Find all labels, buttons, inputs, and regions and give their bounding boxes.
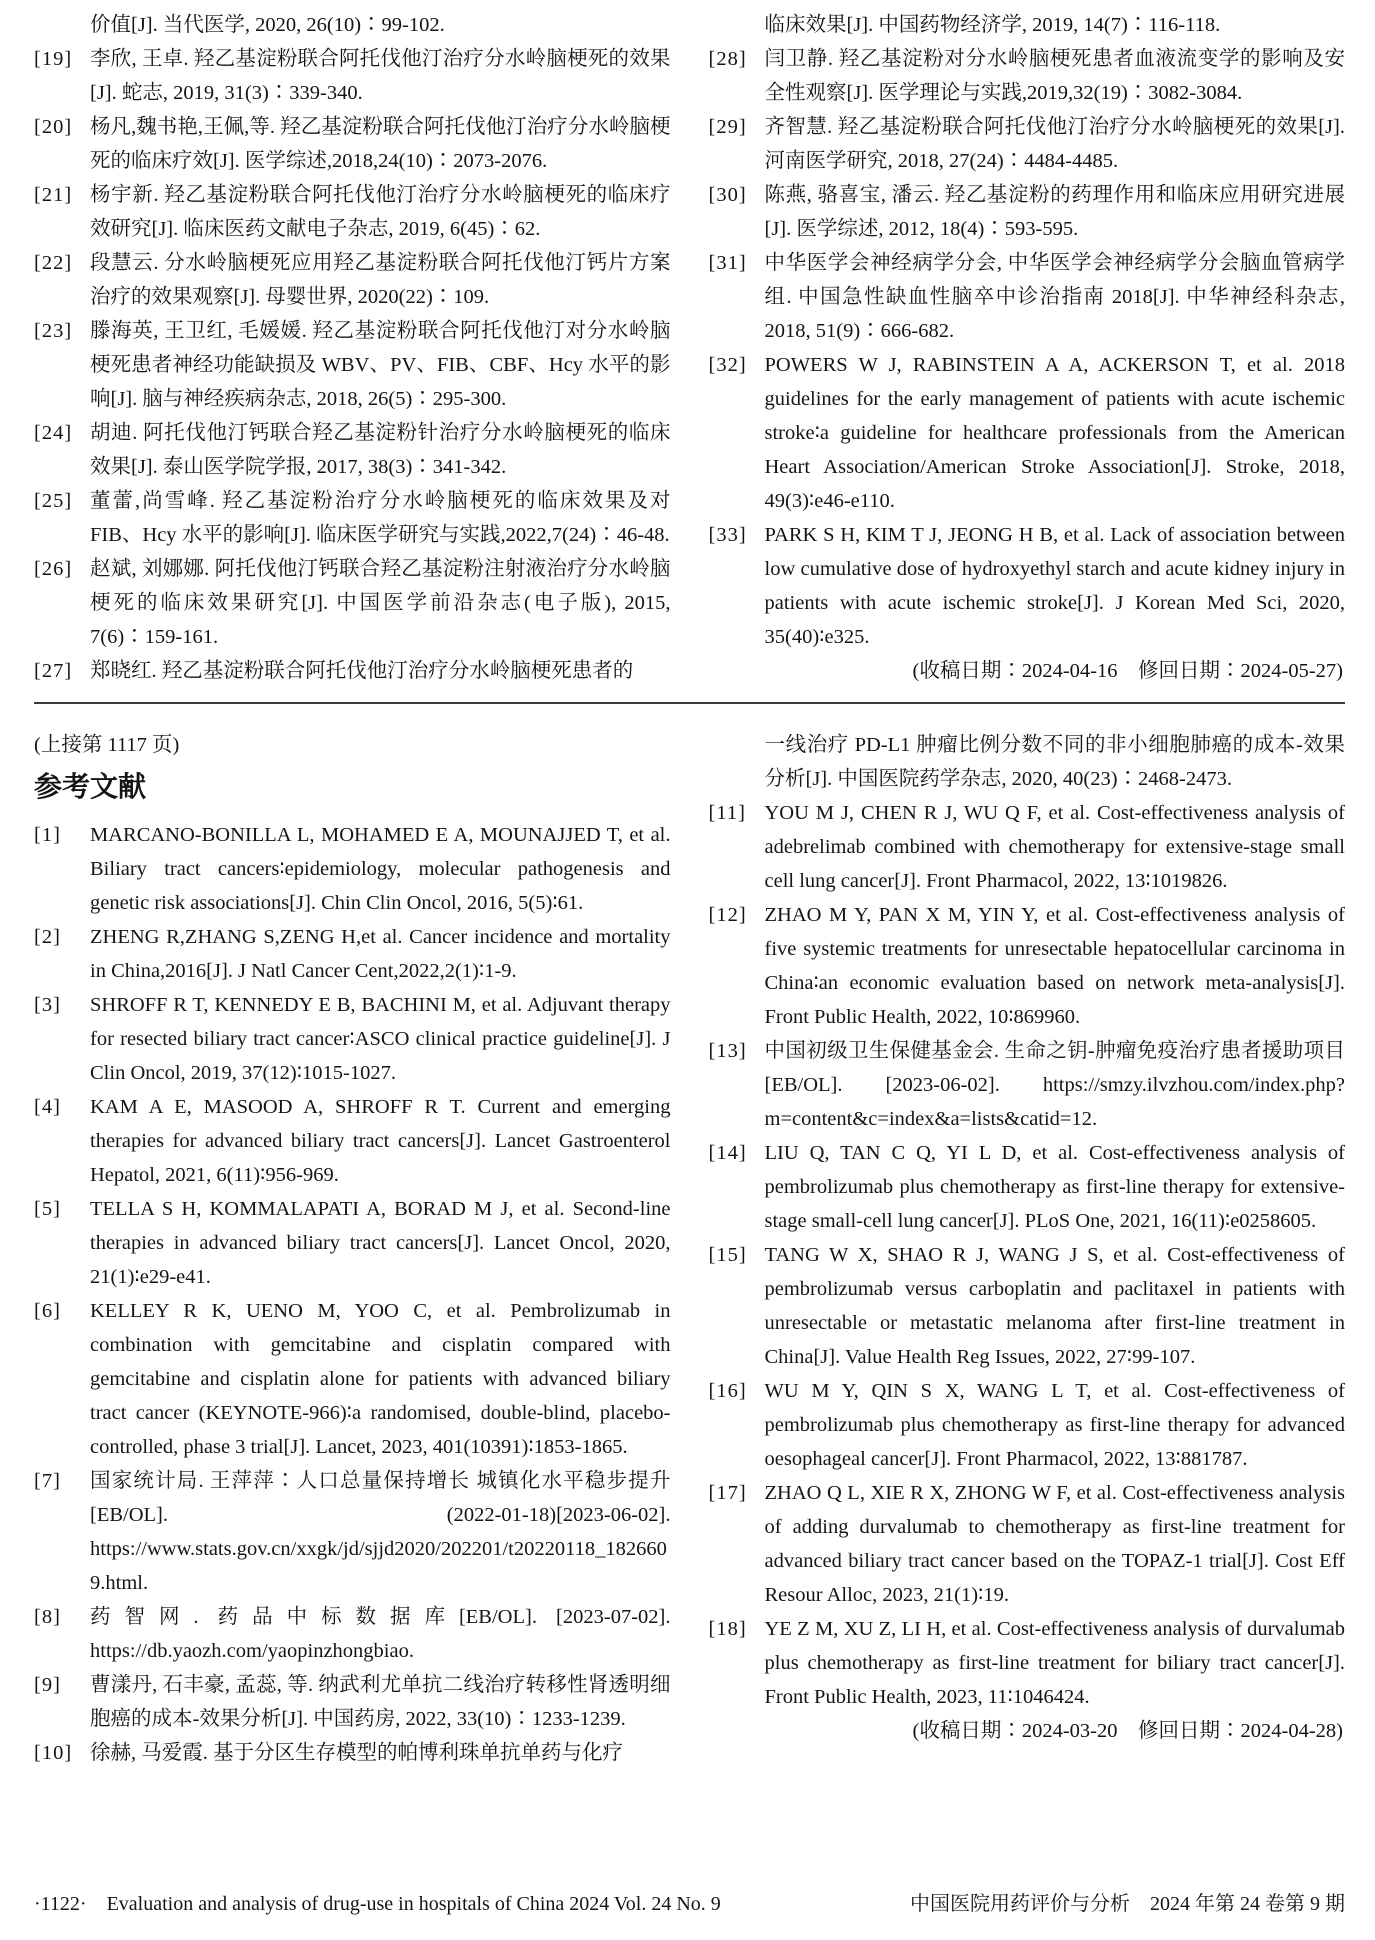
bottom-right-column (709, 728, 1346, 1770)
reference-text: 杨凡,魏书艳,王佩,等. 羟乙基淀粉联合阿托伐他汀治疗分水岭脑梗死的临床疗效[J]. 医学综述,2018,24(10)∶2073-2076. (90, 116, 671, 172)
reference-text: 陈燕, 骆喜宝, 潘云. 羟乙基淀粉的药理作用和临床应用研究进展[J]. 医学综述, 2012, 18(4)∶593-595. (764, 184, 1345, 240)
carryover-text: 临床效果[J]. 中国药物经济学, 2019, 14(7)∶116-118. (764, 14, 1221, 36)
carryover-text: 一线治疗 PD-L1 肿瘤比例分数不同的非小细胞肺癌的成本-效果分析[J]. 中国医院药学杂志, 2020, 40(23)∶2468-2473. (764, 734, 1345, 790)
reference-text: 齐智慧. 羟乙基淀粉联合阿托伐他汀治疗分水岭脑梗死的效果[J]. 河南医学研究, 2018, 27(24)∶4484-4485. (764, 116, 1345, 172)
continued-from-page-note: (上接第 1117 页) (34, 734, 180, 756)
reference-text: ZHENG R,ZHANG S,ZENG H,et al. Cancer incidence and mortality in China,2016[J]. J Natl Cancer Cent,2022,2(1)∶1-9. (90, 926, 671, 982)
reference-item (709, 1034, 1346, 1136)
reference-text: POWERS W J, RABINSTEIN A A, ACKERSON T, et al. 2018 guidelines for the early management of patients with acute ischemic stroke∶a guideline for healthcare professionals from the American Heart Association/American Stroke Association[J]. Stroke, 2018, 49(3)∶e46-e110. (764, 354, 1345, 512)
reference-label: [25] (34, 490, 73, 512)
references-heading: 参考文献 (34, 771, 147, 802)
reference-item (709, 898, 1346, 1034)
reference-item (709, 246, 1346, 348)
reference-text: TELLA S H, KOMMALAPATI A, BORAD M J, et al. Second-line therapies in advanced biliary tract cancers[J]. Lancet Oncol, 2020, 21(1)∶e29-e41. (90, 1198, 671, 1288)
reference-label: [27] (34, 660, 73, 682)
footer-journal-cn: 中国医院用药评价与分析 2024 年第 24 卷第 9 期 (910, 1893, 1345, 1915)
reference-text: 李欣, 王卓. 羟乙基淀粉联合阿托伐他汀治疗分水岭脑梗死的效果[J]. 蛇志, 2019, 31(3)∶339-340. (90, 48, 671, 104)
reference-text: LIU Q, TAN C Q, YI L D, et al. Cost-effectiveness analysis of pembrolizumab plus chemotherapy as first-line therapy for extensive-stage small-cell lung cancer[J]. PLoS One, 2021, 16(11)∶e0258605. (764, 1142, 1345, 1232)
reference-label: [6] (34, 1300, 61, 1322)
reference-item (709, 1374, 1346, 1476)
reference-item (34, 246, 671, 314)
reference-label: [18] (708, 1618, 747, 1640)
reference-label: [14] (708, 1142, 747, 1164)
reference-text: YOU M J, CHEN R J, WU Q F, et al. Cost-effectiveness analysis of adebrelimab combined with chemotherapy for extensive-stage small cell lung cancer[J]. Front Pharmacol, 2022, 13∶1019826. (764, 802, 1345, 892)
footer-page-journal-en: ·1122· Evaluation and analysis of drug-use in hospitals of China 2024 Vol. 24 No. 9 (34, 1893, 721, 1915)
reference-item (34, 484, 671, 552)
reference-item (709, 1612, 1346, 1714)
reference-text: YE Z M, XU Z, LI H, et al. Cost-effectiveness analysis of durvalumab plus chemotherapy as first-line treatment for biliary tract cancer[J]. Front Public Health, 2023, 11∶1046424. (764, 1618, 1345, 1708)
reference-label: [9] (34, 1674, 61, 1696)
reference-label: [10] (34, 1742, 73, 1764)
reference-list (709, 796, 1346, 1714)
reference-text: 段慧云. 分水岭脑梗死应用羟乙基淀粉联合阿托伐他汀钙片方案治疗的效果观察[J]. 母婴世界, 2020(22)∶109. (90, 252, 671, 308)
reference-text: 中华医学会神经病学分会, 中华医学会神经病学分会脑血管病学组. 中国急性缺血性脑卒中诊治指南 2018[J]. 中华神经科杂志, 2018, 51(9)∶666-682. (764, 252, 1345, 342)
reference-item (34, 1090, 671, 1192)
reference-text: 杨宇新. 羟乙基淀粉联合阿托伐他汀治疗分水岭脑梗死的临床疗效研究[J]. 临床医药文献电子杂志, 2019, 6(45)∶62. (90, 184, 671, 240)
reference-item (34, 988, 671, 1090)
reference-item (709, 348, 1346, 518)
reference-label: [31] (708, 252, 747, 274)
reference-text: KAM A E, MASOOD A, SHROFF R T. Current and emerging therapies for advanced biliary tract cancers[J]. Lancet Gastroenterol Hepatol, 2021, 6(11)∶956-969. (90, 1096, 671, 1186)
reference-text: 董蕾,尚雪峰. 羟乙基淀粉治疗分水岭脑梗死的临床效果及对 FIB、Hcy 水平的影响[J]. 临床医学研究与实践,2022,7(24)∶46-48. (90, 490, 671, 546)
reference-item (34, 42, 671, 110)
reference-text: 赵斌, 刘娜娜. 阿托伐他汀钙联合羟乙基淀粉注射液治疗分水岭脑梗死的临床效果研究[J]. 中国医学前沿杂志(电子版), 2015, 7(6)∶159-161. (90, 558, 671, 648)
top-section (34, 8, 1345, 688)
reference-item (34, 416, 671, 484)
reference-label: [3] (34, 994, 61, 1016)
top-right-column (709, 8, 1346, 688)
reference-text: SHROFF R T, KENNEDY E B, BACHINI M, et al. Adjuvant therapy for resected biliary tract cancer∶ASCO clinical practice guideline[J]. J Clin Oncol, 2019, 37(12)∶1015-1027. (90, 994, 671, 1084)
reference-list (709, 42, 1346, 654)
reference-item (34, 314, 671, 416)
reference-item (709, 796, 1346, 898)
reference-label: [21] (34, 184, 73, 206)
reference-text: 滕海英, 王卫红, 毛媛媛. 羟乙基淀粉联合阿托伐他汀对分水岭脑梗死患者神经功能缺损及 WBV、PV、FIB、CBF、Hcy 水平的影响[J]. 脑与神经疾病杂志, 2018, 26(5)∶295-300. (90, 320, 671, 410)
page-footer (34, 1890, 1345, 1918)
reference-label: [2] (34, 926, 61, 948)
reference-text: WU M Y, QIN S X, WANG L T, et al. Cost-effectiveness of pembrolizumab plus chemotherapy as first-line therapy for advanced oesophageal cancer[J]. Front Pharmacol, 2022, 13∶881787. (764, 1380, 1345, 1470)
reference-text: ZHAO Q L, XIE R X, ZHONG W F, et al. Cost-effectiveness analysis of adding durvalumab to chemotherapy as first-line treatment for advanced biliary tract cancer based on the TOPAZ-1 trial[J]. Cost Eff Resour Alloc, 2023, 21(1)∶19. (764, 1482, 1345, 1606)
reference-text: MARCANO-BONILLA L, MOHAMED E A, MOUNAJJED T, et al. Biliary tract cancers∶epidemiology, molecular pathogenesis and genetic risk associations[J]. Chin Clin Oncol, 2016, 5(5)∶61. (90, 824, 671, 914)
reference-text: 闫卫静. 羟乙基淀粉对分水岭脑梗死患者血液流变学的影响及安全性观察[J]. 医学理论与实践,2019,32(19)∶3082-3084. (764, 48, 1345, 104)
reference-label: [13] (708, 1040, 747, 1062)
reference-label: [5] (34, 1198, 61, 1220)
reference-item (34, 818, 671, 920)
reference-item (34, 552, 671, 654)
reference-text: TANG W X, SHAO R J, WANG J S, et al. Cost-effectiveness of pembrolizumab versus carboplatin and paclitaxel in patients with unresectable or metastatic melanoma after first-line treatment in China[J]. Value Health Reg Issues, 2022, 27∶99-107. (764, 1244, 1345, 1368)
reference-item (34, 1668, 671, 1736)
reference-text: 中国初级卫生保健基金会. 生命之钥-肿瘤免疫治疗患者援助项目[EB/OL]. [2023-06-02]. https://smzy.ilvzhou.com/index.php? m=content&c=index&a=lists&catid=12. (764, 1040, 1345, 1130)
reference-item (709, 110, 1346, 178)
reference-label: [22] (34, 252, 73, 274)
reference-label: [32] (708, 354, 747, 376)
reference-label: [24] (34, 422, 73, 444)
reference-item (34, 1736, 671, 1770)
carryover-text: 价值[J]. 当代医学, 2020, 26(10)∶99-102. (90, 14, 445, 36)
reference-label: [4] (34, 1096, 61, 1118)
reference-item (709, 1136, 1346, 1238)
reference-label: [33] (708, 524, 747, 546)
reference-item (34, 1294, 671, 1464)
reference-list (34, 42, 671, 688)
reference-label: [12] (708, 904, 747, 926)
reference-label: [28] (708, 48, 747, 70)
reference-text: PARK S H, KIM T J, JEONG H B, et al. Lack of association between low cumulative dose of hydroxyethyl starch and acute kidney injury in patients with acute ischemic stroke[J]. J Korean Med Sci, 2020, 35(40)∶e325. (764, 524, 1345, 648)
reference-item (709, 1238, 1346, 1374)
reference-label: [23] (34, 320, 73, 342)
reference-label: [8] (34, 1606, 61, 1628)
reference-text: 郑晓红. 羟乙基淀粉联合阿托伐他汀治疗分水岭脑梗死患者的 (90, 660, 634, 682)
reference-label: [26] (34, 558, 73, 580)
received-revised-dates: (收稿日期∶2024-03-20 修回日期∶2024-04-28) (912, 1720, 1343, 1742)
reference-item (709, 178, 1346, 246)
reference-text: 胡迪. 阿托伐他汀钙联合羟乙基淀粉针治疗分水岭脑梗死的临床效果[J]. 泰山医学院学报, 2017, 38(3)∶341-342. (90, 422, 671, 478)
reference-item (34, 920, 671, 988)
reference-text: 徐赫, 马爱霞. 基于分区生存模型的帕博利珠单抗单药与化疗 (90, 1742, 623, 1764)
reference-label: [30] (708, 184, 747, 206)
reference-item (709, 42, 1346, 110)
reference-item (34, 1192, 671, 1294)
reference-item (709, 1476, 1346, 1612)
reference-text: 药智网. 药品中标数据库[EB/OL]. [2023-07-02]. https://db.yaozh.com/yaopinzhongbiao. (90, 1606, 671, 1662)
reference-label: [17] (708, 1482, 747, 1504)
reference-label: [16] (708, 1380, 747, 1402)
bottom-section (34, 728, 1345, 1770)
reference-label: [29] (708, 116, 747, 138)
reference-label: [15] (708, 1244, 747, 1266)
reference-text: 国家统计局. 王萍萍∶人口总量保持增长 城镇化水平稳步提升[EB/OL]. (2022-01-18)[2023-06-02]. https://www.stats.gov.cn/xxgk/jd/sjjd2020/202201/t20220118_1826609.html. (90, 1470, 671, 1594)
reference-text: KELLEY R K, UENO M, YOO C, et al. Pembrolizumab in combination with gemcitabine and cisplatin compared with gemcitabine and cisplatin alone for patients with advanced biliary tract cancer (KEYNOTE-966)∶a randomised, double-blind, placebo-controlled, phase 3 trial[J]. Lancet, 2023, 401(10391)∶1853-1865. (90, 1300, 671, 1458)
reference-item (34, 178, 671, 246)
bottom-left-column (34, 728, 671, 1770)
reference-text: ZHAO M Y, PAN X M, YIN Y, et al. Cost-effectiveness analysis of five systemic treatments for unresectable hepatocellular carcinoma in China∶an economic evaluation based on network meta-analysis[J]. Front Public Health, 2022, 10∶869960. (764, 904, 1345, 1028)
reference-item (34, 1464, 671, 1600)
reference-label: [11] (708, 802, 746, 824)
top-left-column (34, 8, 671, 688)
reference-text: 曹漾丹, 石丰豪, 孟蕊, 等. 纳武利尤单抗二线治疗转移性肾透明细胞癌的成本-效果分析[J]. 中国药房, 2022, 33(10)∶1233-1239. (90, 1674, 671, 1730)
reference-item (709, 518, 1346, 654)
reference-item (34, 110, 671, 178)
reference-list (34, 818, 671, 1770)
reference-label: [19] (34, 48, 73, 70)
reference-item (34, 1600, 671, 1668)
reference-label: [1] (34, 824, 61, 846)
reference-item (34, 654, 671, 688)
reference-label: [20] (34, 116, 73, 138)
received-revised-dates: (收稿日期∶2024-04-16 修回日期∶2024-05-27) (912, 660, 1343, 682)
section-divider (34, 702, 1345, 704)
reference-label: [7] (34, 1470, 61, 1492)
